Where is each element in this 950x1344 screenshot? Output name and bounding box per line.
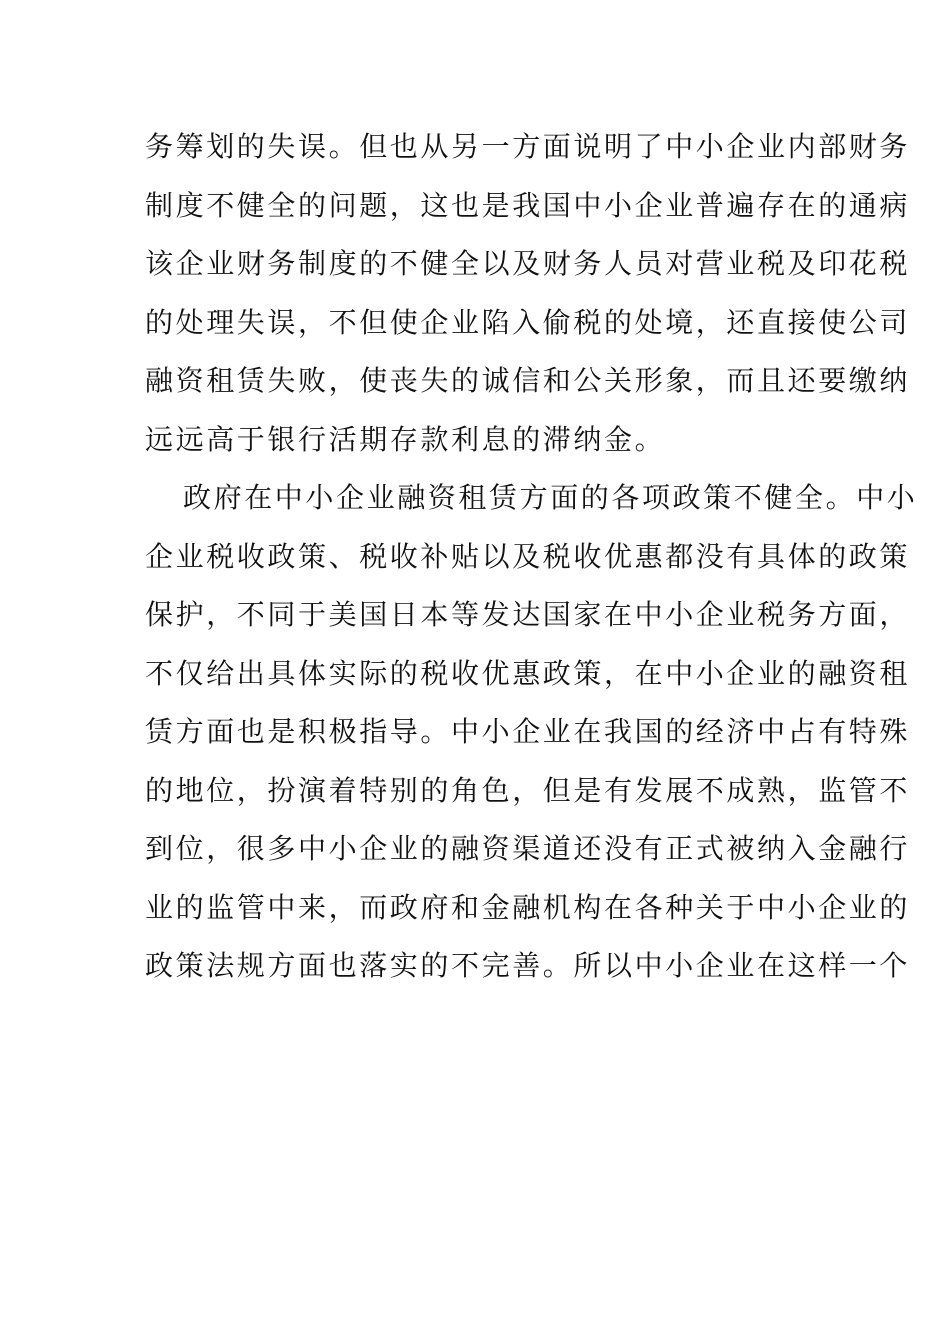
text-line: 务筹划的失误。但也从另一方面说明了中小企业内部财务 — [145, 130, 911, 163]
text-line: 政策法规方面也落实的不完善。所以中小企业在这样一个 — [145, 949, 911, 982]
text-line: 融资租赁失败，使丧失的诚信和公关形象，而且还要缴纳 — [145, 364, 911, 397]
text-line: 的地位，扮演着特别的角色，但是有发展不成熟，监管不 — [145, 773, 911, 807]
text-line: 该企业财务制度的不健全以及财务人员对营业税及印花税 — [145, 247, 911, 280]
text-line: 业的监管中来，而政府和金融机构在各种关于中小企业的 — [145, 890, 911, 924]
text-line: 不仅给出具体实际的税收优惠政策，在中小企业的融资租 — [145, 656, 911, 690]
text-line: 制度不健全的问题，这也是我国中小企业普遍存在的通病 — [145, 188, 911, 222]
text-line: 企业税收政策、税收补贴以及税收优惠都没有具体的政策 — [145, 539, 911, 573]
text-line: 赁方面也是积极指导。中小企业在我国的经济中占有特殊 — [145, 715, 911, 748]
text-line: 到位，很多中小企业的融资渠道还没有正式被纳入金融行 — [145, 832, 911, 865]
paragraph-first-line: 政府在中小企业融资租赁方面的各项政策不健全。中小 — [183, 481, 918, 514]
text-line: 的处理失误，不但使企业陷入偷税的处境，还直接使公司 — [145, 305, 911, 339]
text-line: 远远高于银行活期存款利息的滞纳金。 — [145, 422, 666, 456]
text-line: 保护，不同于美国日本等发达国家在中小企业税务方面， — [145, 598, 911, 631]
body-text — [145, 118, 918, 996]
